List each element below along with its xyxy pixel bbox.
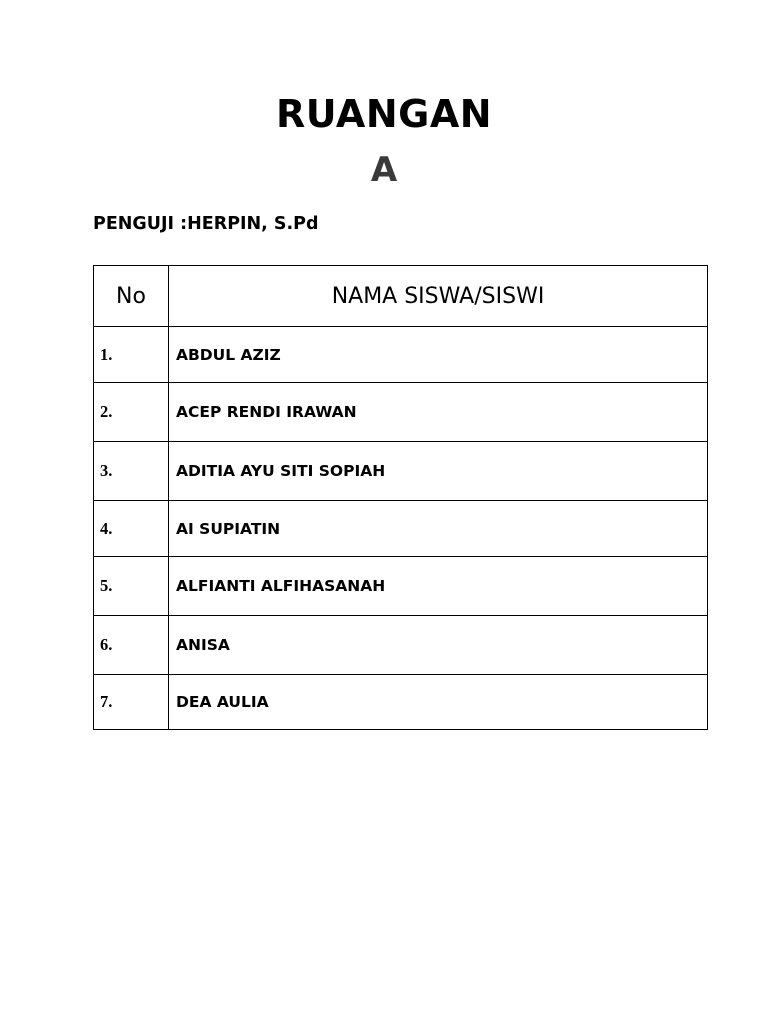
student-name: ABDUL AZIZ — [169, 327, 708, 383]
student-name: DEA AULIA — [169, 675, 708, 730]
table-row — [94, 675, 708, 730]
page-title: RUANGAN — [275, 92, 493, 136]
student-table — [93, 265, 708, 730]
row-number: 4. — [94, 501, 169, 557]
student-name: ADITIA AYU SITI SOPIAH — [169, 442, 708, 501]
student-name: ANISA — [169, 616, 708, 675]
table-row — [94, 442, 708, 501]
row-number: 3. — [94, 442, 169, 501]
table-row — [94, 327, 708, 383]
table-row — [94, 501, 708, 557]
table-row — [94, 383, 708, 442]
row-number: 1. — [94, 327, 169, 383]
room-label: A — [370, 150, 398, 190]
row-number: 5. — [94, 557, 169, 616]
table-row — [94, 616, 708, 675]
examiner-line: PENGUJI :HERPIN, S.Pd — [93, 214, 319, 234]
table-row — [94, 557, 708, 616]
row-number: 6. — [94, 616, 169, 675]
row-number: 7. — [94, 675, 169, 730]
table-header-row — [94, 266, 708, 327]
student-name: ALFIANTI ALFIHASANAH — [169, 557, 708, 616]
column-header-no: No — [94, 266, 169, 327]
column-header-name: NAMA SISWA/SISWI — [169, 266, 708, 327]
student-name: AI SUPIATIN — [169, 501, 708, 557]
row-number: 2. — [94, 383, 169, 442]
student-name: ACEP RENDI IRAWAN — [169, 383, 708, 442]
